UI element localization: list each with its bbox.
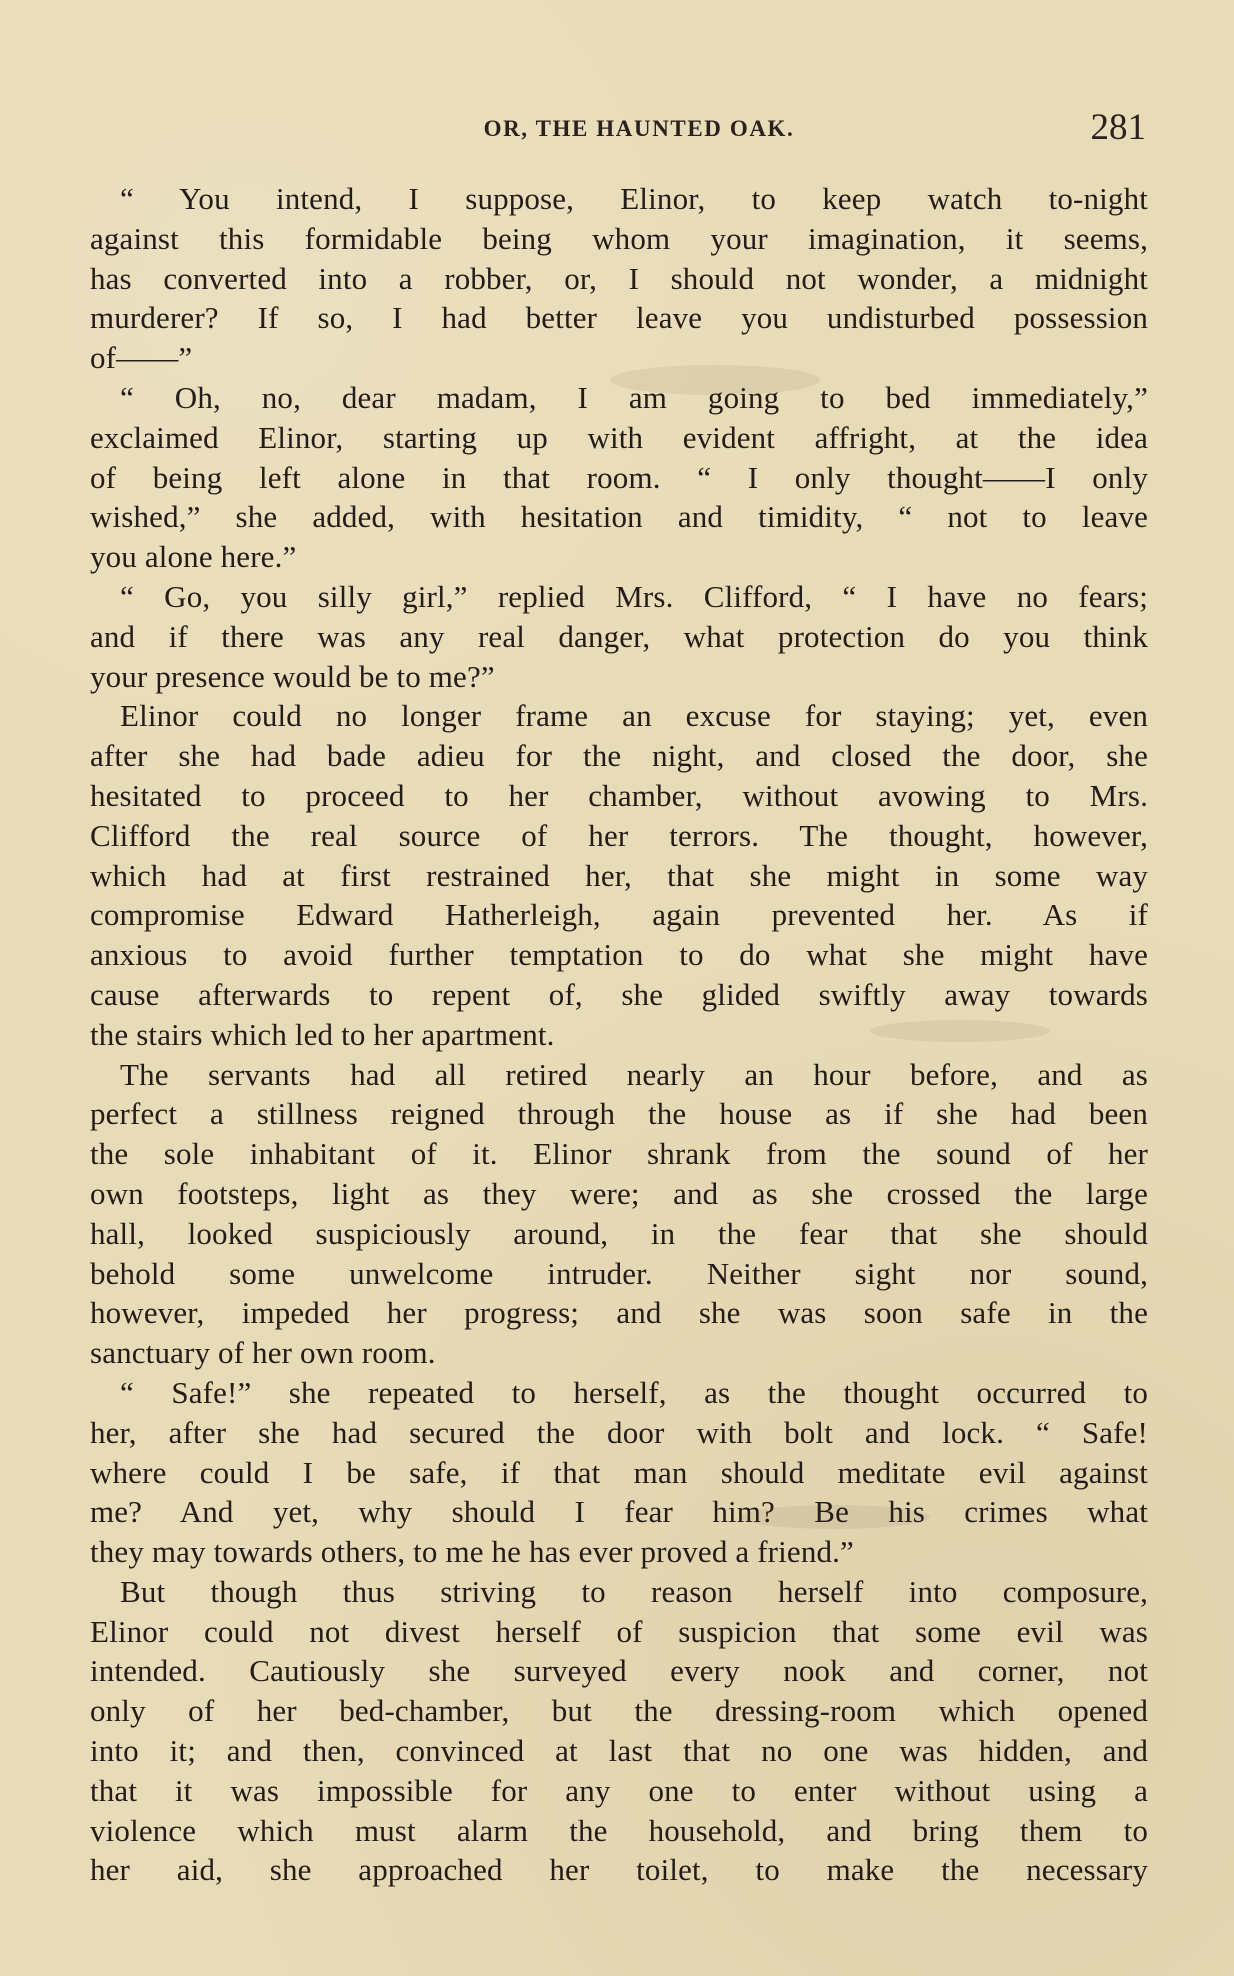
text-line: they may towards others, to me he has ever proved a friend.” — [90, 1534, 854, 1570]
text-line: where could I be safe, if that man should meditate evil against — [90, 1454, 1148, 1490]
text-line: after she had bade adieu for the night, and closed the door, she — [90, 738, 1148, 774]
text-line: however, impeded her progress; and she was soon safe in the — [90, 1295, 1148, 1331]
text-line: which had at first restrained her, that she might in some way — [90, 857, 1148, 893]
text-line: of——” — [90, 340, 193, 376]
text-line: has converted into a robber, or, I should not wonder, a midnight — [90, 260, 1148, 296]
text-line: own footsteps, light as they were; and as she crossed the large — [90, 1175, 1148, 1211]
text-line: into it; and then, convinced at last that no one was hidden, and — [90, 1733, 1148, 1769]
text-line: against this formidable being whom your imagination, it seems, — [90, 220, 1148, 256]
text-line: your presence would be to me?” — [90, 658, 495, 694]
text-line: exclaimed Elinor, starting up with evident affright, at the idea — [90, 419, 1148, 455]
body-text — [90, 179, 1148, 1890]
text-line: wished,” she added, with hesitation and timidity, “ not to leave — [90, 499, 1148, 535]
text-line: of being left alone in that room. “ I only thought——I only — [90, 459, 1148, 495]
text-line: perfect a stillness reigned through the house as if she had been — [90, 1096, 1148, 1132]
text-line: “ Go, you silly girl,” replied Mrs. Clifford, “ I have no fears; — [120, 578, 1148, 614]
text-line: anxious to avoid further temptation to do what she might have — [90, 937, 1148, 973]
text-line: that it was impossible for any one to enter without using a — [90, 1772, 1148, 1808]
text-line: only of her bed-chamber, but the dressing-room which opened — [90, 1693, 1148, 1729]
text-line: intended. Cautiously she surveyed every nook and corner, not — [90, 1653, 1148, 1689]
text-line: Elinor could no longer frame an excuse for staying; yet, even — [120, 698, 1148, 734]
text-line: “ Oh, no, dear madam, I am going to bed immediately,” — [120, 379, 1148, 415]
text-line: “ Safe!” she repeated to herself, as the thought occurred to — [120, 1374, 1148, 1410]
running-head: OR, THE HAUNTED OAK. — [483, 116, 795, 141]
page-number: 281 — [1090, 107, 1146, 148]
text-line: hall, looked suspiciously around, in the fear that she should — [90, 1215, 1148, 1251]
text-line: Clifford the real source of her terrors. The thought, however, — [90, 817, 1148, 853]
text-line: behold some unwelcome intruder. Neither sight nor sound, — [90, 1255, 1148, 1291]
text-line: But though thus striving to reason herself into composure, — [120, 1573, 1148, 1609]
text-line: The servants had all retired nearly an hour before, and as — [120, 1056, 1148, 1092]
text-line: the sole inhabitant of it. Elinor shrank from the sound of her — [90, 1136, 1148, 1172]
text-line: violence which must alarm the household, and bring them to — [90, 1812, 1148, 1848]
text-line: sanctuary of her own room. — [90, 1335, 436, 1371]
text-line: the stairs which led to her apartment. — [90, 1016, 555, 1052]
text-line: her aid, she approached her toilet, to make the necessary — [90, 1852, 1148, 1888]
text-line: cause afterwards to repent of, she glided swiftly away towards — [90, 976, 1148, 1012]
text-line: murderer? If so, I had better leave you undisturbed possession — [90, 300, 1148, 336]
text-line: “ You intend, I suppose, Elinor, to keep watch to-night — [120, 181, 1148, 216]
text-line: her, after she had secured the door with bolt and lock. “ Safe! — [90, 1414, 1148, 1450]
text-line: me? And yet, why should I fear him? Be his crimes what — [90, 1494, 1148, 1530]
page-header — [96, 106, 1148, 154]
text-line: and if there was any real danger, what protection do you think — [90, 618, 1148, 654]
text-line: compromise Edward Hatherleigh, again prevented her. As if — [90, 897, 1148, 933]
text-line: Elinor could not divest herself of suspicion that some evil was — [90, 1613, 1148, 1649]
text-line: hesitated to proceed to her chamber, without avowing to Mrs. — [90, 777, 1148, 813]
text-line: you alone here.” — [90, 539, 297, 575]
